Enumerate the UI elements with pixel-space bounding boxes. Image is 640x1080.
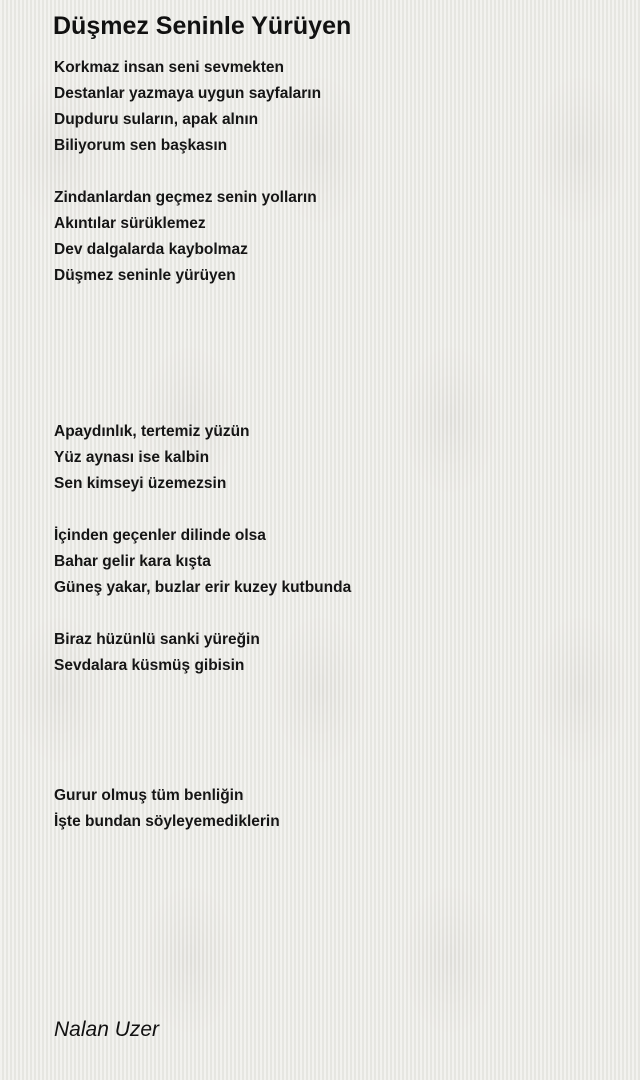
poem-line: Zindanlardan geçmez senin yolların	[54, 189, 317, 206]
poem-line: Apaydınlık, tertemiz yüzün	[54, 423, 250, 440]
stanza-break	[54, 341, 624, 367]
poem-line: Destanlar yazmaya uygun sayfaların	[54, 85, 322, 102]
poem-line: Sevdalara küsmüş gibisin	[54, 657, 245, 674]
poem-line: Sen kimseyi üzemezsin	[54, 475, 227, 492]
poem-body	[54, 55, 624, 835]
poem-line: Biliyorum sen başkasın	[54, 137, 228, 154]
poem-author: Nalan Uzer	[54, 1018, 160, 1041]
stanza-break	[54, 289, 624, 315]
stanza-break	[54, 731, 624, 757]
stanza-break	[54, 679, 624, 705]
poem-line: İşte bundan söyleyemediklerin	[54, 813, 280, 830]
poem-line: Biraz hüzünlü sanki yüreğin	[54, 631, 260, 648]
poem-line: Yüz aynası ise kalbin	[54, 449, 210, 466]
stanza-break	[54, 757, 624, 783]
stanza-break	[54, 497, 624, 523]
poem-line: Güneş yakar, buzlar erir kuzey kutbunda	[54, 579, 352, 596]
poem-line: Korkmaz insan seni sevmekten	[54, 59, 285, 76]
poem-line: Dupduru suların, apak alnın	[54, 111, 259, 128]
poem-line: Akıntılar sürüklemez	[54, 215, 206, 232]
poem-title: Düşmez Seninle Yürüyen	[53, 12, 352, 40]
stanza-break	[54, 601, 624, 627]
poem-line: Gurur olmuş tüm benliğin	[54, 787, 244, 804]
stanza-break	[54, 393, 624, 419]
poem-line: Düşmez seninle yürüyen	[54, 267, 236, 284]
poem-line: Bahar gelir kara kışta	[54, 553, 211, 570]
poem-line: İçinden geçenler dilinde olsa	[54, 527, 266, 544]
poem-line: Dev dalgalarda kaybolmaz	[54, 241, 248, 258]
stanza-break	[54, 159, 624, 185]
stanza-break	[54, 367, 624, 393]
stanza-break	[54, 705, 624, 731]
stanza-break	[54, 315, 624, 341]
